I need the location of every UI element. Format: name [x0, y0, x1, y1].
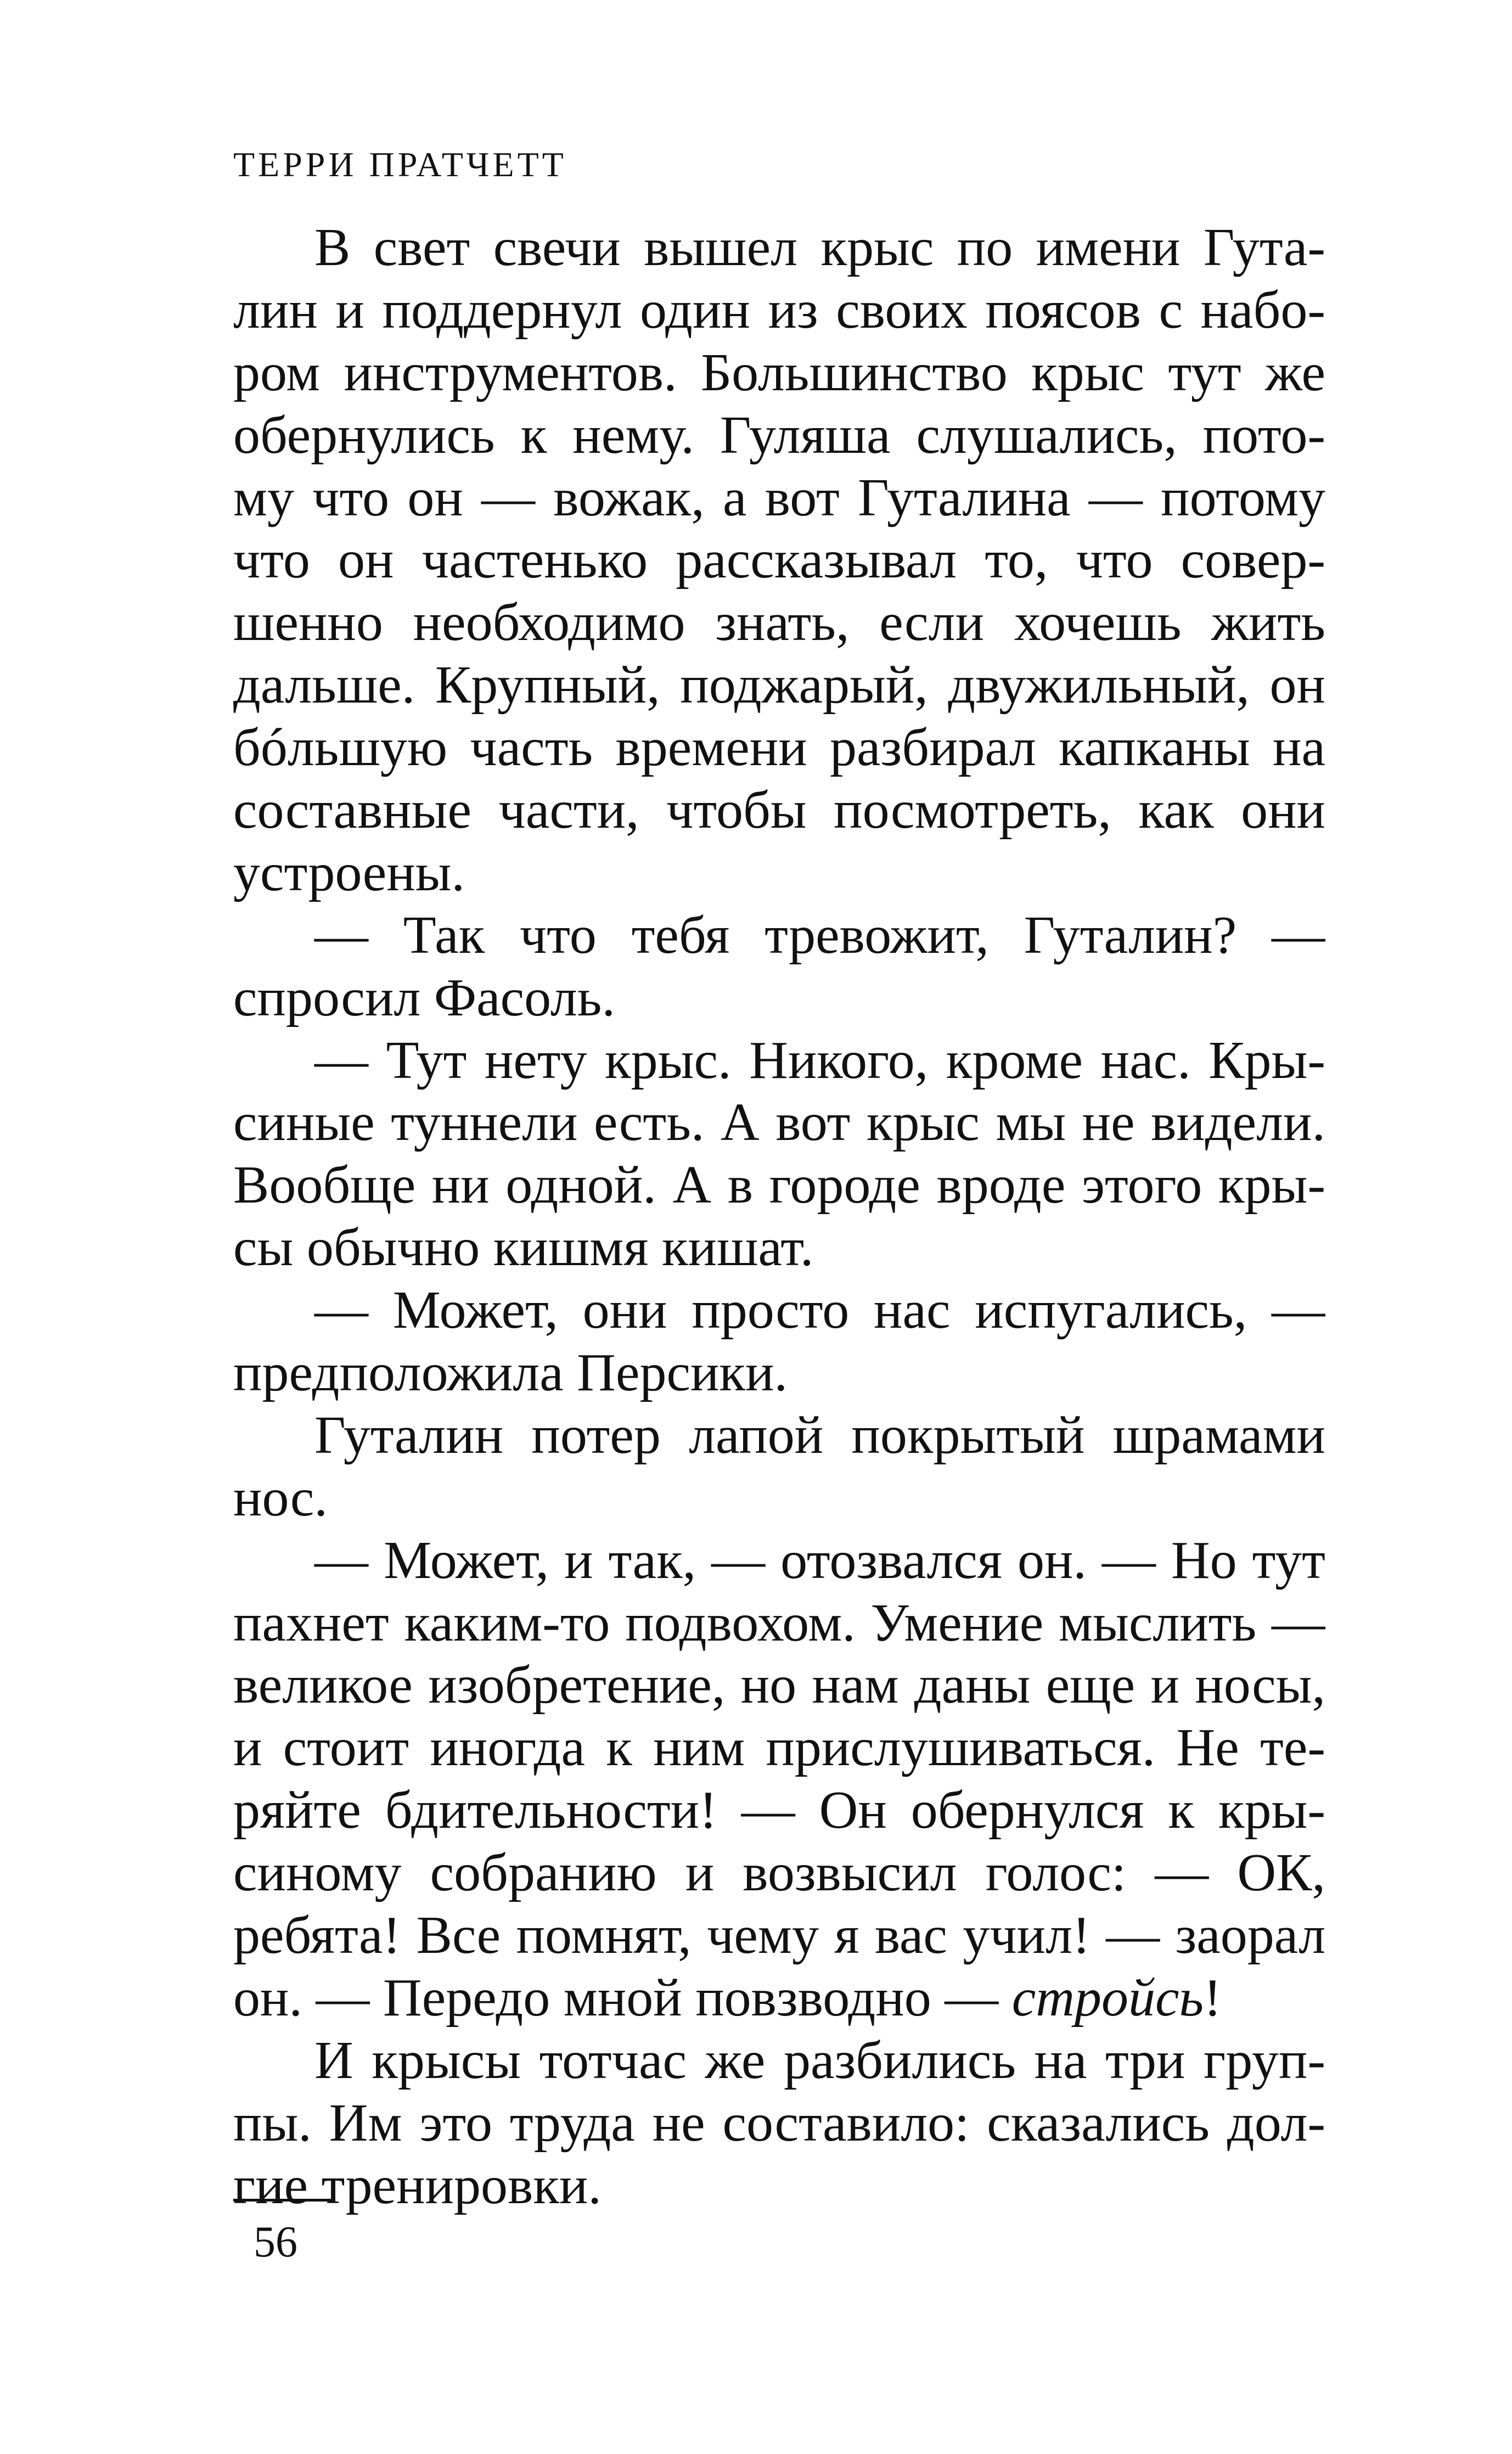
- text-line: ром инструментов. Большинство крыс тут же: [233, 342, 1325, 402]
- text-line: дальше. Крупный, поджарый, двужильный, он: [233, 655, 1325, 715]
- text-line: обернулись к нему. Гуляша слушались, пото-: [233, 405, 1325, 465]
- text-line: му что он — вожак, а вот Гуталина — потому: [233, 468, 1325, 527]
- text-line: нос.: [233, 1468, 328, 1528]
- text-line: спросил Фасоль.: [233, 968, 615, 1027]
- text-line: В свет свечи вышел крыс по имени Гута-: [314, 218, 1325, 277]
- page-number: 56: [254, 2218, 297, 2266]
- text-line: бóльшую часть времени разбирал капканы на: [233, 718, 1325, 778]
- text-line: пахнет каким-то подвохом. Умение мыслить —: [233, 1593, 1325, 1653]
- text-line: синому собранию и возвысил голос: — ОК,: [233, 1843, 1325, 1903]
- text-line-with-emphasis: [233, 1967, 1325, 2030]
- text-line: Гуталин потер лапой покрытый шрамами: [314, 1405, 1325, 1465]
- text-line: ряйте бдительности! — Он обернулся к кры-: [233, 1781, 1325, 1840]
- text-line: — Так что тебя тревожит, Гуталин? —: [314, 905, 1325, 965]
- text-line: — Может, они просто нас испугались, —: [314, 1281, 1325, 1340]
- text-line: — Тут нету крыс. Никого, кроме нас. Кры-: [314, 1030, 1325, 1090]
- text-line: предположила Персики.: [233, 1343, 788, 1403]
- text-line: шенно необходимо знать, если хочешь жить: [233, 593, 1325, 653]
- text-line: лин и поддернул один из своих поясов с набо-: [233, 280, 1325, 340]
- text-line: и стоит иногда к ним прислушиваться. Не те-: [233, 1718, 1325, 1778]
- text-line: устроены.: [233, 843, 465, 902]
- text-line: ребята! Все помнят, чему я вас учил! — заорал: [233, 1906, 1325, 1966]
- text-line: составные части, чтобы посмотреть, как они: [233, 780, 1325, 840]
- text-line: сы обычно кишмя кишат.: [233, 1218, 814, 1278]
- text-line: что он частенько рассказывал то, что совер-: [233, 530, 1325, 590]
- text-line: синые туннели есть. А вот крыс мы не видели.: [233, 1093, 1325, 1153]
- text-line: И крысы тотчас же разбились на три груп-: [314, 2030, 1325, 2090]
- footer-rule: [233, 2199, 335, 2202]
- running-head: ТЕРРИ ПРАТЧЕТТ: [233, 145, 567, 184]
- text-line: пы. Им это труда не составило: сказались дол-: [233, 2093, 1325, 2153]
- text-line: Вообще ни одной. А в городе вроде этого кры-: [233, 1155, 1325, 1215]
- text-line: великое изобретение, но нам даны еще и носы,: [233, 1655, 1325, 1715]
- emphasis-text: стройсь: [1011, 1968, 1204, 2028]
- emphasis-tail: !: [1204, 1968, 1222, 2028]
- text-line: гие тренировки.: [233, 2155, 602, 2215]
- line-text: он. — Передо мной повзводно —: [233, 1968, 1012, 2028]
- text-line: — Может, и так, — отозвался он. — Но тут: [314, 1530, 1325, 1590]
- body-text: [233, 217, 1325, 2217]
